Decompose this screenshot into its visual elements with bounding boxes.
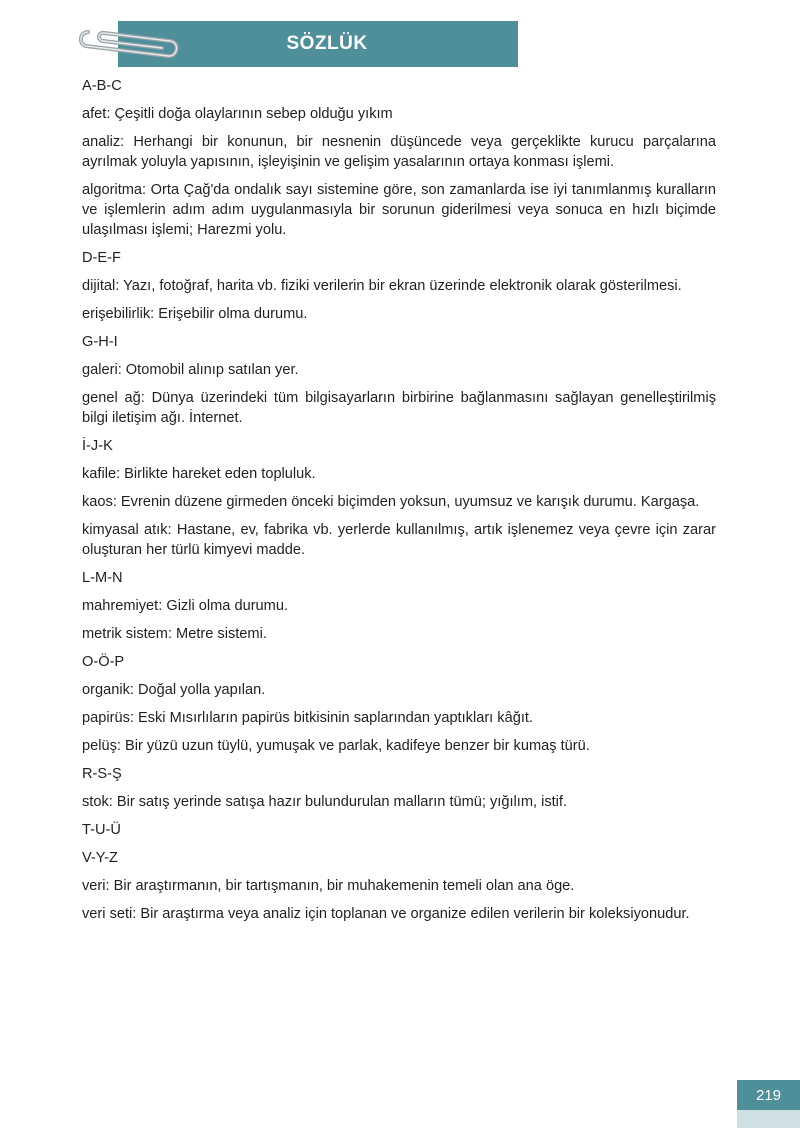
glossary-entry: stok: Bir satış yerinde satışa hazır bulundurulan malların tümü; yığılım, istif. <box>82 794 568 810</box>
page-number-box <box>737 1080 800 1110</box>
glossary-entry: erişebilirlik: Erişebilir olma durumu. <box>82 306 308 322</box>
glossary-entry: pelüş: Bir yüzü uzun tüylü, yumuşak ve parlak, kadifeye benzer bir kumaş türü. <box>82 738 590 754</box>
glossary-entry: organik: Doğal yolla yapılan. <box>82 682 266 698</box>
glossary-entry: kafile: Birlikte hareket eden topluluk. <box>82 466 316 482</box>
section-letters: O-Ö-P <box>82 654 125 670</box>
section-letters: L-M-N <box>82 570 123 586</box>
section-letters: R-S-Ş <box>82 766 122 782</box>
page-corner-strip <box>737 1110 800 1128</box>
paperclip-icon <box>74 12 186 64</box>
section-letters: İ-J-K <box>82 438 113 454</box>
glossary-entry: kaos: Evrenin düzene girmeden önceki biçimden yoksun, uyumsuz ve karışık durumu. Kargaşa. <box>82 494 700 510</box>
glossary-entry: veri seti: Bir araştırma veya analiz için toplanan ve organize edilen verilerin bir koleksiyonudur. <box>82 906 690 922</box>
glossary-list <box>82 76 716 932</box>
glossary-entry: afet: Çeşitli doğa olaylarının sebep olduğu yıkım <box>82 106 393 122</box>
glossary-entry: analiz: Herhangi bir konunun, bir nesnenin düşüncede veya gerçeklikte kurucu parçalarına ayrılmak yoluyla yapısının, işleyişinin ve gelişim yasalarının ortaya konması işlemi. <box>82 134 716 170</box>
page-number: 219 <box>755 1086 782 1104</box>
section-letters: A-B-C <box>82 78 122 94</box>
glossary-entry: mahremiyet: Gizli olma durumu. <box>82 598 288 614</box>
glossary-entry: veri: Bir araştırmanın, bir tartışmanın, bir muhakemenin temeli olan ana öge. <box>82 878 575 894</box>
glossary-entry: kimyasal atık: Hastane, ev, fabrika vb. yerlerde kullanılmış, artık işlenemez veya çevre için zarar oluşturan her türlü kimyevi madde. <box>82 522 716 558</box>
glossary-entry: genel ağ: Dünya üzerindeki tüm bilgisayarların birbirine bağlanmasını sağlayan genelleştirilmiş bilgi iletişim ağı. İnternet. <box>82 390 716 426</box>
glossary-entry: dijital: Yazı, fotoğraf, harita vb. fiziki verilerin bir ekran üzerinde elektronik olarak gösterilmesi. <box>82 278 682 294</box>
glossary-entry: metrik sistem: Metre sistemi. <box>82 626 267 642</box>
section-letters: G-H-I <box>82 334 118 350</box>
section-letters: T-U-Ü <box>82 822 121 838</box>
section-letters: D-E-F <box>82 250 121 266</box>
glossary-entry: galeri: Otomobil alınıp satılan yer. <box>82 362 299 378</box>
glossary-entry: algoritma: Orta Çağ'da ondalık sayı sistemine göre, son zamanlarda ise iyi tanımlanmış kuralların ve işlemlerin adım adım uygulanmasıyla bir sorunun giderilmesi veya sonuca en hızlı biçimde ulaşılması işlemi; Harezmi yolu. <box>82 182 716 238</box>
page-title: SÖZLÜK <box>286 33 368 54</box>
glossary-entry: papirüs: Eski Mısırlıların papirüs bitkisinin saplarından yaptıkları kâğıt. <box>82 710 533 726</box>
section-letters: V-Y-Z <box>82 850 118 866</box>
